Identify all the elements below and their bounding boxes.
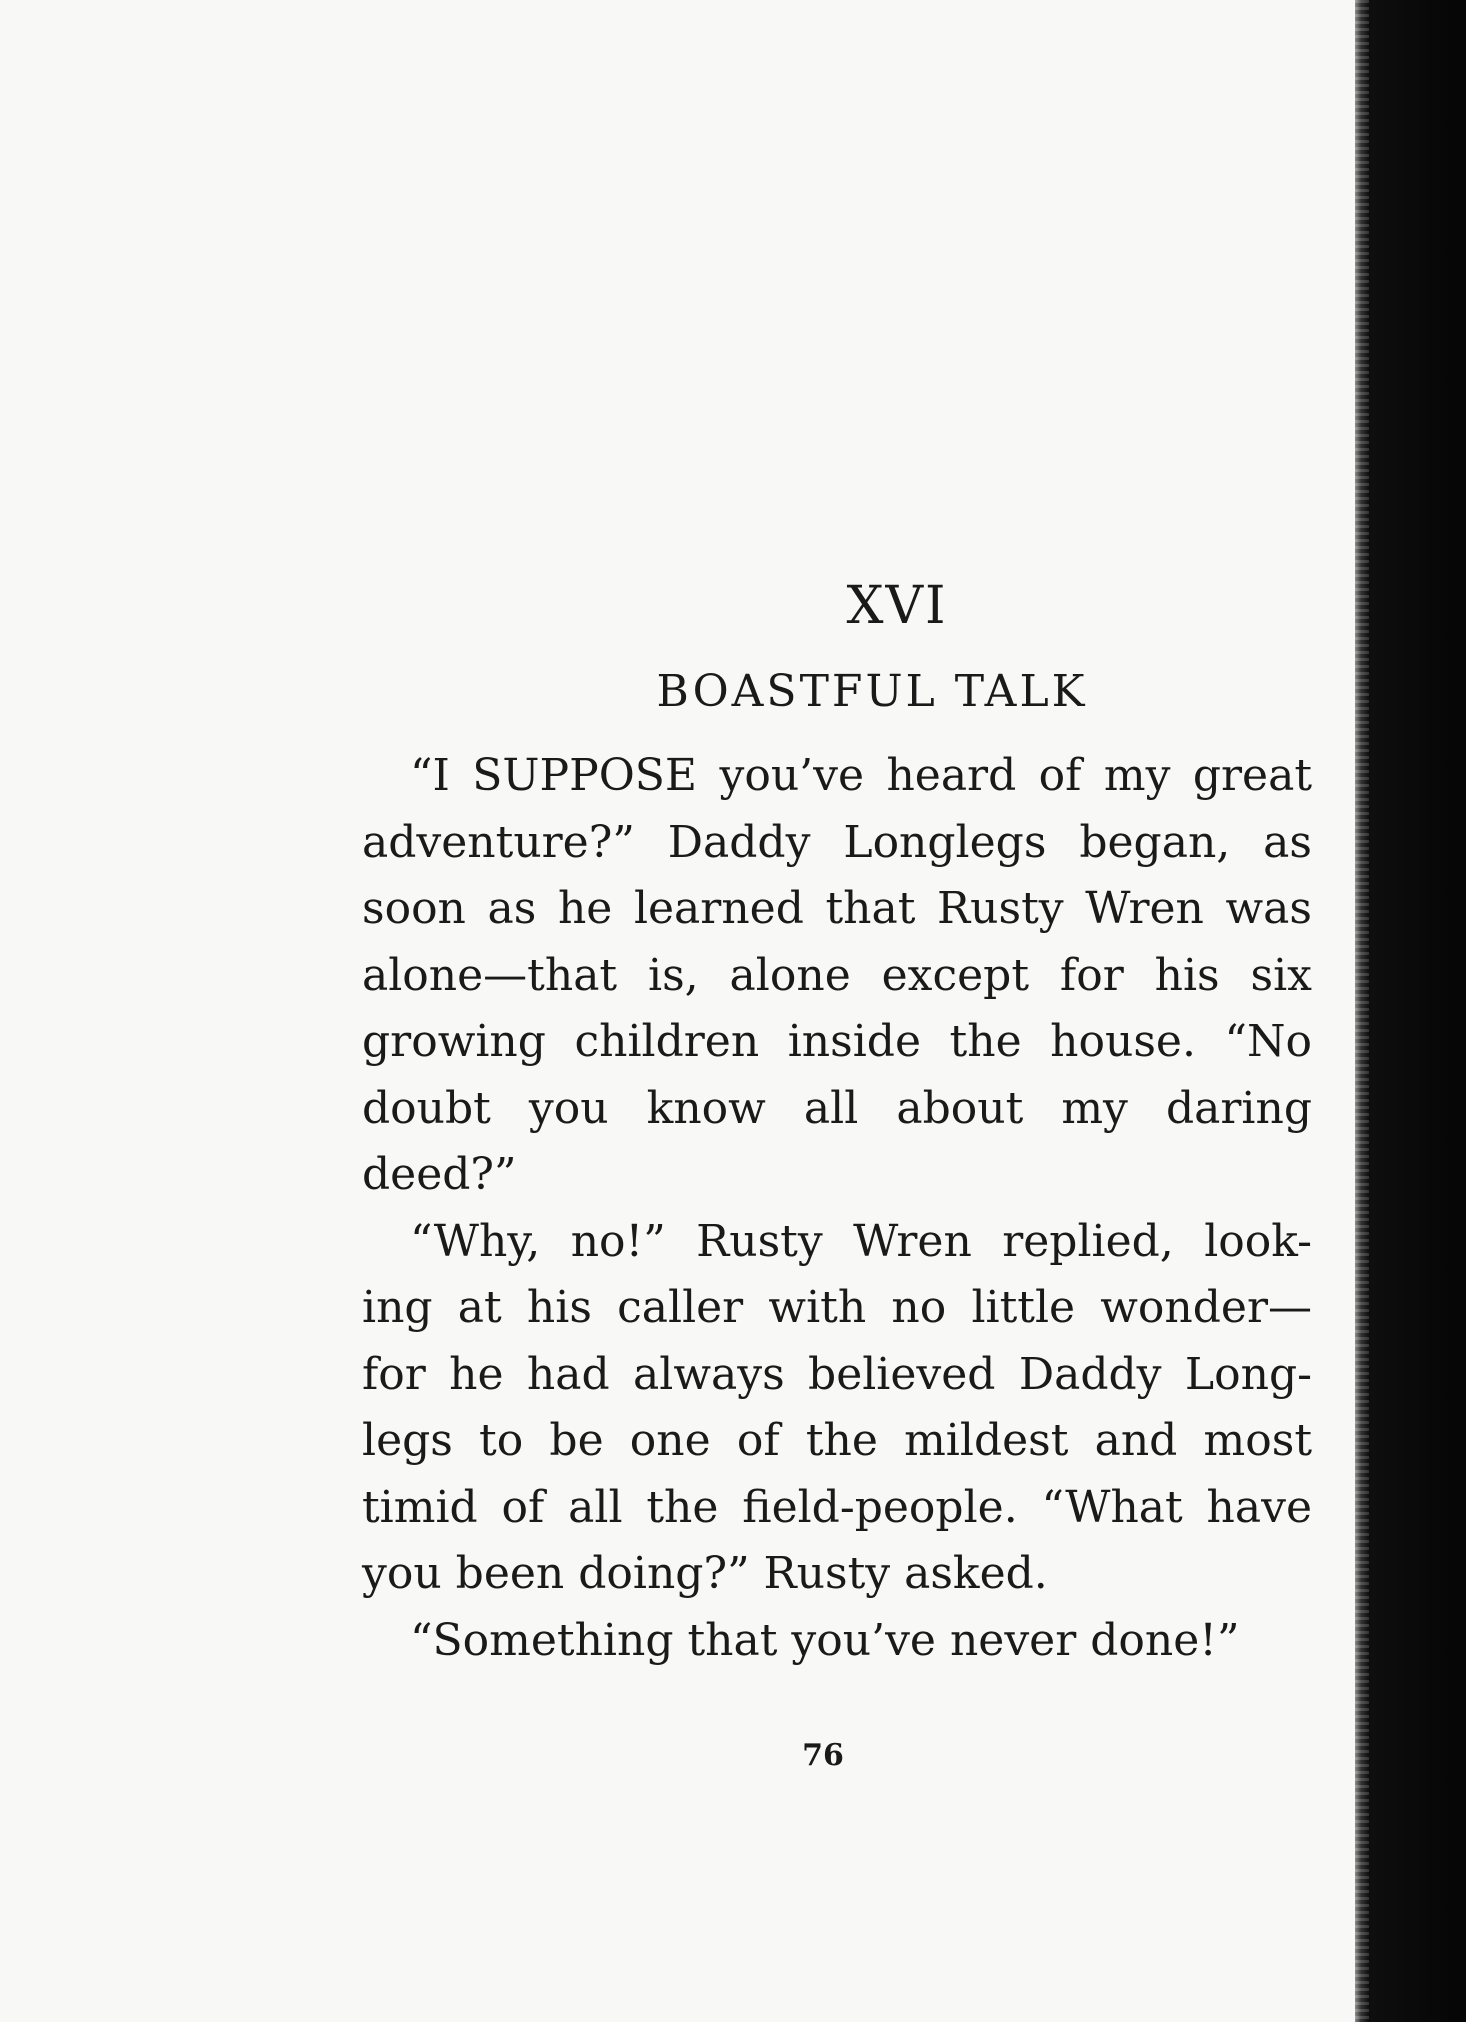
text-line: you been doing?” Rusty asked. — [362, 1548, 1048, 1599]
text-line: “Something that you’ve never done!” — [410, 1614, 1240, 1666]
text-line: alone—that is, alone except for his six — [362, 949, 1312, 1001]
text-line: timid of all the field-people. “What have — [362, 1481, 1312, 1533]
page-binding-edge — [1355, 0, 1466, 2022]
text-line: legs to be one of the mildest and most — [362, 1415, 1312, 1466]
page-number: 76 — [802, 1738, 844, 1773]
paragraph — [362, 1209, 1312, 1608]
chapter-number: XVI — [846, 576, 948, 636]
chapter-title: BOASTFUL TALK — [656, 666, 1088, 717]
text-block — [362, 575, 1312, 1674]
text-line: ing at his caller with no little wonder— — [362, 1282, 1312, 1333]
text-line: for he had always believed Daddy Long- — [362, 1348, 1312, 1400]
text-line: soon as he learned that Rusty Wren was — [362, 883, 1312, 934]
paragraph — [362, 743, 1312, 1209]
text-line: “I SUPPOSE you’ve heard of my great — [410, 750, 1312, 801]
body-text — [362, 743, 1312, 1674]
text-line: deed?” — [362, 1149, 517, 1200]
text-line: doubt you know all about my daring — [362, 1082, 1312, 1134]
text-line: adventure?” Daddy Longlegs began, as — [362, 816, 1312, 868]
text-line: growing children inside the house. “No — [362, 1016, 1312, 1067]
paragraph — [362, 1608, 1312, 1675]
text-line: “Why, no!” Rusty Wren replied, look- — [410, 1215, 1312, 1267]
